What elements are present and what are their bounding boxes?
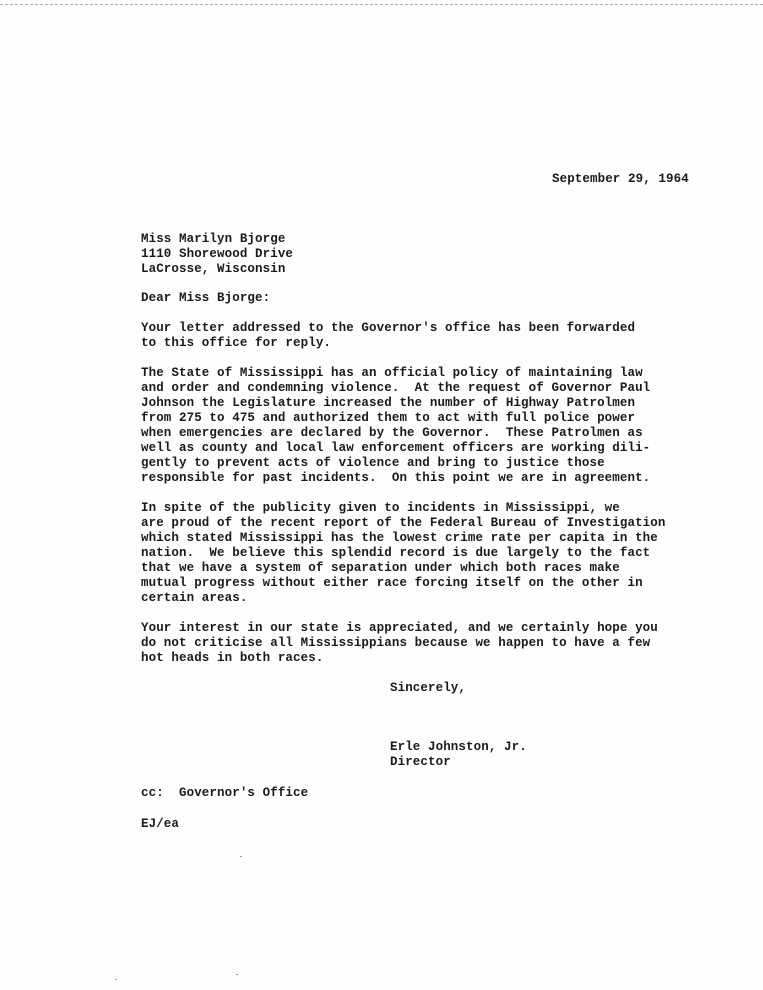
paragraph-1-line-2: to this office for reply. — [141, 336, 332, 350]
carbon-copy-line: cc: Governor's Office — [141, 786, 309, 800]
paragraph-4-line-2: do not criticise all Mississippians because we happen to have a few — [141, 636, 651, 650]
paragraph-2-line-6: well as county and local law enforcement officers are working dili- — [141, 441, 651, 455]
scan-speck — [236, 974, 238, 975]
paragraph-3-line-3: which stated Mississippi has the lowest crime rate per capita in the — [141, 531, 658, 545]
paragraph-3-line-2: are proud of the recent report of the Federal Bureau of Investigation — [141, 516, 666, 530]
paragraph-2-line-7: gently to prevent acts of violence and bring to justice those — [141, 456, 605, 470]
signer-title: Director — [390, 755, 451, 769]
recipient-street: 1110 Shorewood Drive — [141, 247, 294, 261]
paragraph-4-line-1: Your interest in our state is appreciated, and we certainly hope you — [141, 621, 658, 635]
paragraph-2-line-4: from 275 to 475 and authorized them to act with full police power — [141, 411, 636, 425]
recipient-city: LaCrosse, Wisconsin — [141, 262, 286, 276]
paragraph-4-line-3: hot heads in both races. — [141, 651, 324, 665]
paragraph-2-line-1: The State of Mississippi has an official policy of maintaining law — [141, 366, 643, 380]
paragraph-3-line-1: In spite of the publicity given to incidents in Mississippi, we — [141, 501, 620, 515]
paragraph-2-line-2: and order and condemning violence. At the request of Governor Paul — [141, 381, 651, 395]
paragraph-2-line-8: responsible for past incidents. On this point we are in agreement. — [141, 471, 651, 485]
torn-top-edge — [0, 0, 763, 5]
paragraph-3-line-7: certain areas. — [141, 591, 248, 605]
paragraph-2-line-5: when emergencies are declared by the Governor. These Patrolmen as — [141, 426, 643, 440]
letter-date: September 29, 1964 — [552, 172, 689, 186]
reference-initials: EJ/ea — [141, 817, 180, 831]
scan-speck — [115, 979, 117, 980]
complimentary-closing: Sincerely, — [390, 681, 467, 695]
salutation: Dear Miss Bjorge: — [141, 291, 271, 305]
paragraph-3-line-4: nation. We believe this splendid record is due largely to the fact — [141, 546, 651, 560]
recipient-name: Miss Marilyn Bjorge — [141, 232, 286, 246]
paragraph-2-line-3: Johnson the Legislature increased the number of Highway Patrolmen — [141, 396, 636, 410]
paragraph-1-line-1: Your letter addressed to the Governor's office has been forwarded — [141, 321, 636, 335]
paragraph-3-line-5: that we have a system of separation under which both races make — [141, 561, 620, 575]
paragraph-3-line-6: mutual progress without either race forcing itself on the other in — [141, 576, 643, 590]
scan-speck — [240, 856, 242, 857]
signer-name: Erle Johnston, Jr. — [390, 740, 527, 754]
